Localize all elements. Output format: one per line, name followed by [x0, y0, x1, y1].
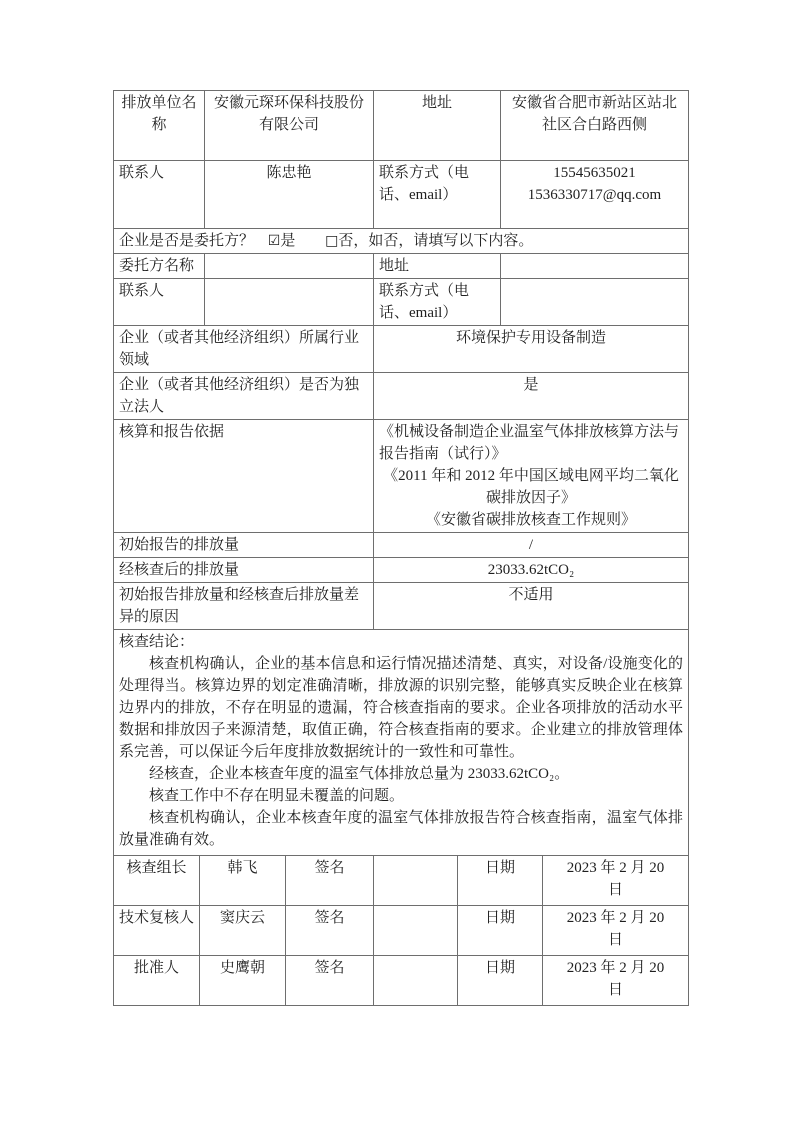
conclusion-row: [114, 630, 689, 856]
approver-name: 史鹰朝: [200, 956, 286, 1006]
unit-contact-method-label: 联系方式（电话、email）: [374, 161, 501, 229]
delegation-question-row: [114, 229, 689, 254]
client-name-value[interactable]: [205, 254, 374, 279]
leader-sign-label: 签名: [286, 856, 374, 906]
client-contact-row: [114, 279, 689, 326]
unit-phone: 15545635021: [553, 165, 636, 181]
unit-address-value: 安徽省合肥市新站区站北社区合白路西侧: [501, 91, 689, 161]
industry-value: 环境保护专用设备制造: [374, 326, 689, 373]
delegation-question-label: 企业是否是委托方？: [119, 233, 255, 249]
leader-role-label: 核查组长: [114, 856, 200, 906]
reviewer-signature-field[interactable]: [374, 906, 458, 956]
legal-entity-value: 是: [374, 373, 689, 420]
verified-emission-label: 经核查后的排放量: [114, 558, 374, 583]
reviewer-role-label: 技术复核人: [114, 906, 200, 956]
difference-value: 不适用: [374, 583, 689, 630]
conclusion-paragraph: 经核查，企业本核查年度的温室气体排放总量为 23033.62tCO₂。: [149, 766, 570, 782]
client-name-label: 委托方名称: [114, 254, 205, 279]
signature-row-reviewer: [114, 906, 689, 956]
verification-info-table: [113, 90, 689, 856]
unit-email: 1536330717@qq.com: [527, 187, 662, 203]
approver-sign-label: 签名: [286, 956, 374, 1006]
unit-contact-label: 联系人: [114, 161, 205, 229]
reviewer-date-label: 日期: [458, 906, 543, 956]
reviewer-date-text: 2023 年 2 月 20 日: [566, 910, 665, 948]
reviewer-date-value: [543, 906, 689, 956]
initial-emission-label: 初始报告的排放量: [114, 533, 374, 558]
unit-contact-name: 陈忠艳: [205, 161, 374, 229]
basis-value: [374, 420, 689, 533]
approver-date-label: 日期: [458, 956, 543, 1006]
client-contact-name[interactable]: [205, 279, 374, 326]
basis-item: 《2011 年和 2012 年中国区域电网平均二氧化碳排放因子》: [383, 468, 679, 506]
difference-label: 初始报告排放量和经核查后排放量差异的原因: [114, 583, 374, 630]
signature-row-leader: [114, 856, 689, 906]
yes-checkbox-icon[interactable]: ☑: [267, 233, 281, 249]
basis-row: [114, 420, 689, 533]
conclusion-title: 核查结论：: [119, 634, 195, 650]
signature-row-approver: [114, 956, 689, 1006]
reviewer-sign-label: 签名: [286, 906, 374, 956]
client-contact-method-value[interactable]: [501, 279, 689, 326]
difference-row: [114, 583, 689, 630]
verified-emission-row: [114, 558, 689, 583]
unit-contact-method-value: [501, 161, 689, 229]
industry-label: 企业（或者其他经济组织）所属行业领域: [114, 326, 374, 373]
approver-date-value: [543, 956, 689, 1006]
yes-option-label: 是: [280, 233, 296, 249]
leader-date-value: [543, 856, 689, 906]
leader-date-text: 2023 年 2 月 20 日: [566, 860, 665, 898]
basis-label: 核算和报告依据: [114, 420, 374, 533]
no-checkbox-icon[interactable]: □: [325, 233, 339, 249]
client-address-value[interactable]: [501, 254, 689, 279]
client-address-label: 地址: [374, 254, 501, 279]
approver-signature-field[interactable]: [374, 956, 458, 1006]
unit-address-label: 地址: [374, 91, 501, 161]
unit-contact-row: [114, 161, 689, 229]
reviewer-name: 窦庆云: [200, 906, 286, 956]
legal-entity-row: [114, 373, 689, 420]
client-contact-label: 联系人: [114, 279, 205, 326]
leader-name: 韩飞: [200, 856, 286, 906]
verification-form: [113, 90, 688, 1006]
legal-entity-label: 企业（或者其他经济组织）是否为独立法人: [114, 373, 374, 420]
client-row: [114, 254, 689, 279]
conclusion-paragraph: 核查机构确认，企业本核查年度的温室气体排放报告符合核查指南，温室气体排放量准确有效。: [119, 810, 683, 848]
initial-emission-row: [114, 533, 689, 558]
conclusion-paragraph: 核查机构确认，企业的基本信息和运行情况描述清楚、真实，对设备/设施变化的处理得当。核算边界的划定准确清晰，排放源的识别完整，能够真实反映企业在核算边界内的排放，不存在明显的遗漏，符合核查指南的要求。企业各项排放的活动水平数据和排放因子来源清楚，取值正确，符合核查指南的要求。企业建立的排放管理体系完善，可以保证今后年度排放数据统计的一致性和可靠性。: [119, 656, 683, 760]
conclusion-paragraph: 核查工作中不存在明显未覆盖的问题。: [149, 788, 405, 804]
leader-signature-field[interactable]: [374, 856, 458, 906]
approver-role-label: 批准人: [114, 956, 200, 1006]
delegation-question-cell: [114, 229, 689, 254]
unit-row: [114, 91, 689, 161]
industry-row: [114, 326, 689, 373]
client-contact-method-label: 联系方式（电话、email）: [374, 279, 501, 326]
approver-date-text: 2023 年 2 月 20 日: [566, 960, 665, 998]
no-option-label: 否，如否，请填写以下内容。: [338, 233, 534, 249]
leader-date-label: 日期: [458, 856, 543, 906]
initial-emission-value: /: [374, 533, 689, 558]
conclusion-cell: [114, 630, 689, 856]
verified-emission-value: 23033.62tCO₂: [374, 558, 689, 583]
basis-item: 《机械设备制造企业温室气体排放核算方法与报告指南（试行）》: [379, 424, 680, 462]
basis-item: 《安徽省碳排放核查工作规则》: [425, 512, 636, 528]
unit-name-label: 排放单位名称: [114, 91, 205, 161]
signature-table: [113, 855, 689, 1006]
unit-name-value: 安徽元琛环保科技股份有限公司: [205, 91, 374, 161]
